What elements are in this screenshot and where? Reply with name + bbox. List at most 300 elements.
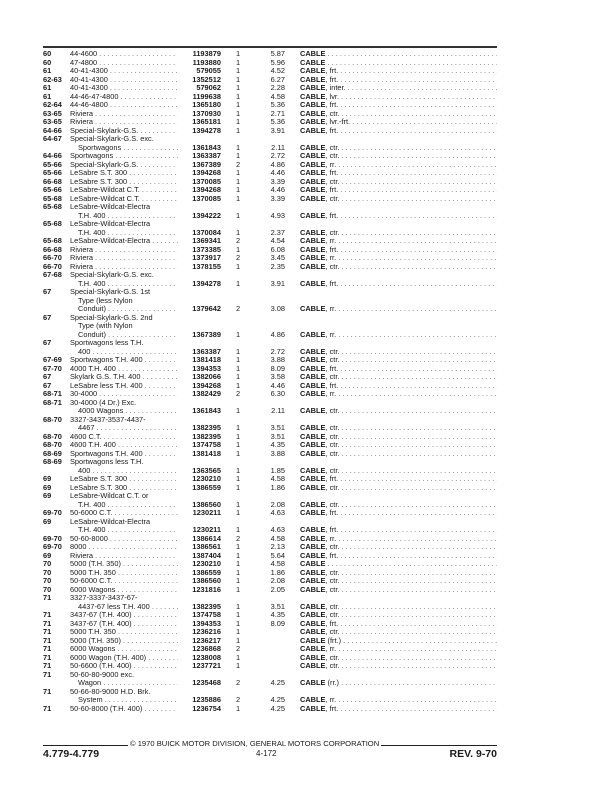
description-qualifier: , ctr. . . . [325,654,497,662]
quantity: 1 [236,423,241,432]
table-row [43,314,497,340]
model-line: LeSabre-Wildcat C.T. . . . [70,186,178,195]
year-cell: 64-66 [43,151,62,160]
model-line: T.H. 400 . . . [70,212,178,221]
model-line: 50-60-80-9000 exc. [70,670,135,679]
year-cell: 67 [43,372,52,381]
model-line: 44-4600 . . . [70,50,178,59]
model-line: 30-4000 . . . [70,390,178,399]
model-line: LeSabre-Wildcat-Electra . . . [70,237,178,246]
year-cell: 68-69 [43,457,62,466]
year-cell: 65-68 [43,193,62,203]
part-number: 1381418 [192,448,221,458]
price: 4.46 [270,185,285,194]
model-cell [70,101,178,110]
model-line: System . . . [70,696,178,705]
part-number: 1386560 [192,576,221,585]
description-noun: CABLE [300,526,326,534]
table-row [43,135,497,152]
model-line: LeSabre S.T. 300 . . . [70,178,178,187]
price: 2.08 [270,576,285,585]
model-line: 40-41-4300 . . . [70,76,178,85]
model-cell [70,705,178,714]
quantity: 1 [236,91,241,101]
description [300,433,497,442]
part-number: 1193880 [192,57,221,67]
model-line: LeSabre-Wildcat-Electra [70,517,151,526]
price: 6.30 [270,389,285,398]
table-row [43,654,497,663]
table-row [43,382,497,391]
quantity: 1 [236,185,241,194]
description-noun: CABLE [300,177,326,186]
description-noun: CABLE [300,143,326,152]
description-noun: CABLE [300,58,326,67]
quantity: 2 [236,644,241,653]
table-row [43,637,497,646]
part-number: 1370085 [192,193,221,203]
description-noun: CABLE [300,347,326,356]
price: 5.87 [270,49,285,58]
model-cell [70,390,178,399]
description-qualifier [325,59,497,67]
price: 3.91 [270,278,285,288]
quantity: 1 [236,601,241,611]
price: 4.25 [270,678,285,687]
description-qualifier: , rr. . . . [325,645,497,653]
table-row [43,399,497,416]
part-number: 1238008 [192,652,221,662]
description-noun: CABLE [300,585,326,594]
footer-copyright-line [43,739,497,748]
table-row [43,535,497,544]
model-line: Special-Skylark-G.S. exc. [70,135,154,143]
description-noun: CABLE [300,466,326,475]
price: 5.36 [270,100,285,109]
table-row [43,569,497,578]
description-noun: CABLE [300,390,326,398]
description-qualifier: , frt. . . . [325,280,497,288]
model-line: Sportwagons . . . [70,152,178,161]
year-cell: 67-70 [43,363,62,373]
year-cell: 70 [43,584,52,594]
year-cell: 69 [43,474,52,483]
table-row [43,178,497,187]
description [300,450,497,459]
description [300,526,497,535]
model-cell [70,110,178,119]
description [300,348,497,357]
price: 4.54 [270,236,285,245]
model-line: 3437-67 (T.H. 400) . . . [70,611,178,620]
model-line: 5000 T.H. 350 . . . [70,569,178,578]
table-row [43,628,497,637]
part-number: 1230211 [192,508,221,517]
model-line: 4000 T.H. 400 . . . [70,365,178,374]
table-row [43,705,497,714]
quantity: 1 [236,567,241,577]
table-row [43,110,497,119]
part-number: 1373385 [192,244,221,254]
model-cell [70,450,178,459]
quantity: 1 [236,108,241,118]
description-qualifier: , ctr. . . . [325,603,497,611]
quantity: 2 [236,678,241,687]
price: 3.88 [270,355,285,364]
part-number: 1236754 [192,703,221,713]
description-noun: CABLE [300,628,326,636]
description-qualifier: , frt. . . . [325,705,497,713]
model-line: 4000 Wagons . . . [70,407,178,416]
part-number: 1361843 [192,142,221,152]
part-number: 1367389 [192,329,221,339]
description-noun: CABLE [300,356,326,364]
year-cell: 61 [43,83,52,92]
description-qualifier: , ctr. . . . [325,577,497,585]
price: 3.39 [270,193,285,203]
part-number: 1386560 [192,499,221,509]
quantity: 1 [236,559,241,568]
description [300,696,497,705]
description [300,424,497,433]
quantity: 1 [236,525,241,534]
quantity: 1 [236,210,241,220]
model-cell [70,475,178,484]
price: 1.86 [270,567,285,577]
quantity: 1 [236,329,241,339]
price: 4.46 [270,168,285,177]
quantity: 1 [236,406,241,415]
model-line: 47-4800 . . . [70,59,178,68]
model-line: Conduit) . . . [70,305,178,314]
part-number: 1370930 [192,108,221,118]
part-number: 1235886 [192,695,221,704]
model-line: 3327-3437-3537-4437- [70,415,146,424]
model-cell [70,127,178,136]
price: 5.96 [270,57,285,67]
quantity: 1 [236,100,241,109]
model-line: Conduit) . . . [70,331,178,340]
table-row [43,552,497,561]
quantity: 1 [236,168,241,177]
description-noun: CABLE [300,373,326,381]
part-number: 1382429 [192,389,221,398]
model-line: Sportwagons less T.H. [70,458,144,466]
model-line: 44-46-4800 . . . [70,101,178,110]
description-qualifier: , frt. . . . [325,246,497,254]
year-cell: 70 [43,576,52,585]
table-row [43,433,497,442]
description [300,280,497,289]
year-cell: 67 [43,380,52,390]
year-cell: 60 [43,57,52,67]
description [300,67,497,76]
description-qualifier: , frt. . . . [325,169,497,177]
model-cell [70,152,178,161]
model-cell [70,356,178,365]
quantity: 1 [236,380,241,390]
part-number: 1365180 [192,100,221,109]
description-noun: CABLE [300,662,326,670]
description [300,59,497,68]
description [300,569,497,578]
year-cell: 66-70 [43,261,62,271]
model-cell [70,594,178,611]
year-cell: 71 [43,652,52,662]
table-row [43,518,497,535]
quantity: 1 [236,49,241,58]
year-cell: 67 [43,312,52,322]
price: 3.91 [270,125,285,135]
part-number: 1236216 [192,627,221,636]
description-qualifier: , frt. . . . [325,382,497,390]
table-row [43,339,497,356]
model-line: Wagon . . . [70,679,178,688]
price: 4.25 [270,695,285,704]
price: 4.63 [270,525,285,534]
description [300,679,497,688]
description-qualifier: , ctr. . . . [325,144,497,152]
year-cell: 71 [43,593,52,602]
price: 2.13 [270,542,285,551]
quantity: 1 [236,66,241,75]
model-line: Sportwagons . . . [70,144,178,153]
part-number: 1363387 [192,346,221,356]
year-cell: 64-66 [43,125,62,135]
model-cell [70,645,178,654]
model-cell [70,271,178,288]
quantity: 1 [236,151,241,160]
description-qualifier: , rr. . . . [325,390,497,398]
table-row [43,203,497,220]
model-line: 50-60-8000 (T.H. 400) . . . [70,705,178,714]
model-cell [70,662,178,671]
quantity: 1 [236,440,241,449]
model-line: 6000 Wagons . . . [70,645,178,654]
description-qualifier: , rr. . . . [325,331,497,339]
table-row [43,50,497,59]
description [300,645,497,654]
model-cell [70,441,178,450]
description [300,577,497,586]
part-number: 1394268 [192,185,221,194]
description-qualifier: , ctr. . . . [325,433,497,441]
quantity: 1 [236,550,241,560]
description-qualifier: , ctr. . . . [325,263,497,271]
model-line: Special-Skylark-G.S. . . . [70,161,178,170]
model-cell [70,161,178,170]
model-cell [70,654,178,663]
description-qualifier: , frt. . . . [325,620,497,628]
description [300,237,497,246]
model-cell [70,637,178,646]
quantity: 1 [236,576,241,585]
description-qualifier: , rr. . . . [325,305,497,313]
part-number: 1236217 [192,635,221,645]
price: 2.72 [270,346,285,356]
quantity: 1 [236,372,241,381]
model-cell [70,535,178,544]
quantity: 1 [236,482,241,492]
price: 4.86 [270,159,285,169]
description-noun: CABLE [300,500,326,509]
part-number: 1394222 [192,210,221,220]
table-row [43,161,497,170]
description [300,373,497,382]
model-line: T.H. 400 . . . [70,526,178,535]
price: 4.46 [270,380,285,390]
model-line: 50-6600 (T.H. 400) . . . [70,662,178,671]
price: 3.58 [270,372,285,381]
model-line: 4600 C.T. . . . [70,433,178,442]
description-qualifier: , ctr. . . . [325,178,497,186]
model-cell [70,263,178,272]
year-cell: 66-68 [43,244,62,254]
description-noun: CABLE [300,619,326,628]
model-cell [70,169,178,178]
table-row [43,152,497,161]
model-line: Riviera . . . [70,110,178,119]
description [300,161,497,170]
model-cell [70,50,178,59]
year-cell: 65-66 [43,168,62,177]
model-line: LeSabre-Wildcat C.T. . . . [70,195,178,204]
model-cell [70,611,178,620]
description-noun: CABLE [300,602,326,611]
quantity: 1 [236,465,241,475]
quantity: 1 [236,610,241,619]
part-number: 1394278 [192,125,221,135]
model-line: 50-6000 C.T. . . . [70,577,178,586]
model-line: 4437-67 less T.H. 400 . . . [70,603,178,612]
model-line: Skylark G.S. T.H. 400 . . . [70,373,178,382]
description [300,501,497,510]
model-line: 5000 (T.H. 350) . . . [70,637,178,646]
description-noun: CABLE [300,305,326,313]
description-qualifier: , ctr. . . . [325,611,497,619]
part-number: 1361843 [192,406,221,415]
price: 2.05 [270,584,285,594]
table-row [43,594,497,611]
quantity: 1 [236,261,241,271]
year-cell: 62-63 [43,74,62,84]
page-number: 4-172 [256,749,277,758]
model-cell [70,577,178,586]
model-line: LeSabre S.T. 300 . . . [70,475,178,484]
model-line: 40-41-4300 . . . [70,84,178,93]
description-noun: CABLE [300,92,326,101]
description-qualifier: , rr. . . . [325,696,497,704]
part-number: 1370085 [192,176,221,186]
part-number: 1386559 [192,567,221,577]
description [300,543,497,552]
description-noun: CABLE [300,160,326,169]
quantity: 2 [236,304,241,313]
description-qualifier: , frt. . . . [325,101,497,109]
table-row [43,458,497,475]
year-cell: 71 [43,610,52,619]
price: 1.85 [270,465,285,475]
quantity: 1 [236,661,241,670]
price: 2.72 [270,151,285,160]
year-cell: 60 [43,49,52,58]
description [300,705,497,714]
description-qualifier: , frt. . . . [325,212,497,220]
description-noun: CABLE [300,534,326,543]
part-number: 1373917 [192,253,221,262]
table-row [43,127,497,136]
quantity: 1 [236,635,241,645]
description [300,84,497,93]
quantity: 1 [236,346,241,356]
table-row [43,671,497,688]
part-number: 1352512 [192,74,221,84]
model-line: 5000 T.H. 350 . . . [70,628,178,637]
quantity: 2 [236,159,241,169]
model-line: Riviera . . . [70,118,178,127]
table-row [43,390,497,399]
description-noun: CABLE [300,101,326,109]
description-qualifier: , frt. . . . [325,67,497,75]
part-number: 1394268 [192,380,221,390]
year-cell: 65-68 [43,236,62,245]
part-number: 1230210 [192,474,221,483]
description-qualifier: , ctr. . . . [325,586,497,594]
description [300,101,497,110]
quantity: 1 [236,355,241,364]
description-qualifier: , rr. . . . [325,254,497,262]
quantity: 1 [236,142,241,152]
quantity: 1 [236,193,241,203]
model-cell [70,458,178,475]
description [300,611,497,620]
part-number: 1394278 [192,278,221,288]
quantity: 2 [236,389,241,398]
price: 3.51 [270,601,285,611]
description-qualifier: , rr. . . . [325,535,497,543]
description [300,305,497,314]
table-row [43,688,497,705]
description-qualifier: , frt. . . . [325,186,497,194]
description-noun: CABLE [300,50,326,58]
description-noun: CABLE [300,424,326,432]
description-noun: CABLE [300,509,326,517]
part-number: 1394268 [192,168,221,177]
model-cell [70,195,178,204]
price: 3.88 [270,448,285,458]
model-cell [70,509,178,518]
model-cell [70,76,178,85]
quantity: 1 [236,278,241,288]
year-cell: 61 [43,91,52,101]
description-noun: CABLE [300,441,326,449]
part-number: 579062 [196,83,221,92]
model-cell [70,237,178,246]
description [300,169,497,178]
model-line: LeSabre S.T. 300 . . . [70,484,178,493]
model-cell [70,59,178,68]
part-number: 1230210 [192,559,221,568]
description-noun: CABLE [300,364,326,373]
year-cell: 70 [43,559,52,568]
description-noun: CABLE [300,186,326,194]
description-qualifier [325,50,497,58]
model-cell [70,416,178,433]
model-line: Riviera . . . [70,254,178,263]
model-cell [70,203,178,220]
part-number: 1193879 [192,49,221,58]
price: 6.27 [270,74,285,84]
